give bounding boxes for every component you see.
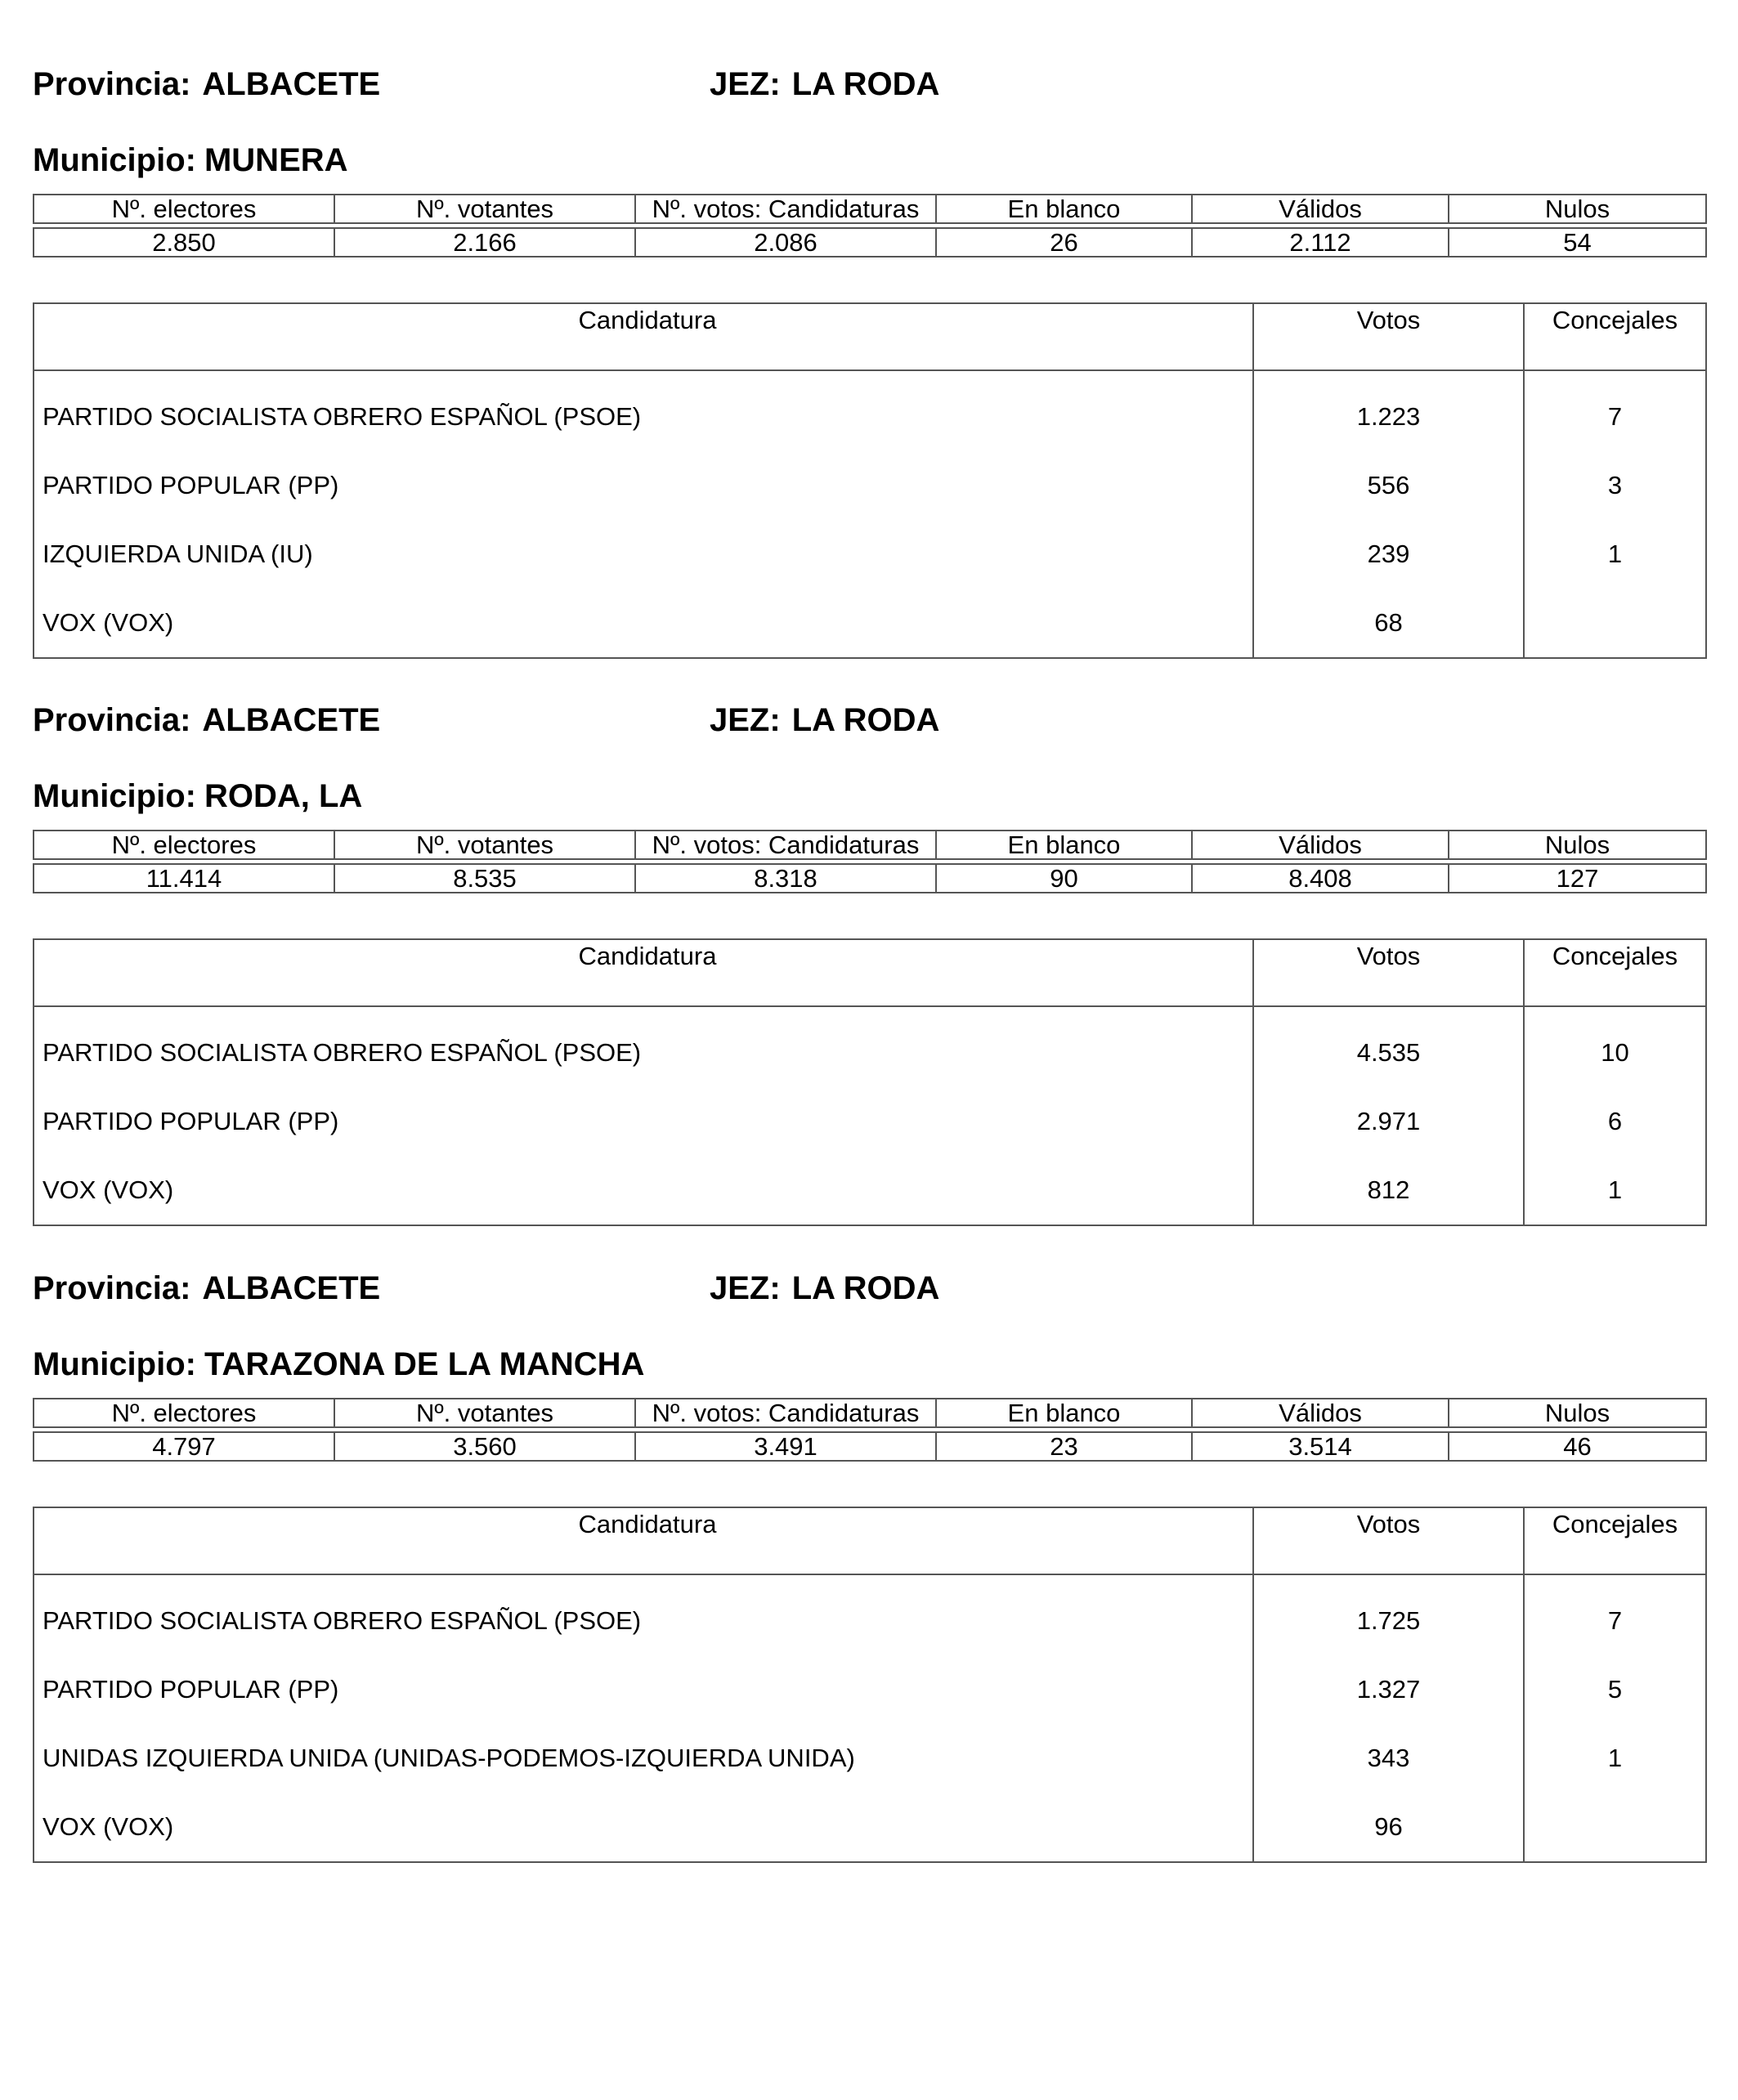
stats-header-cell: Válidos [1192,1399,1449,1427]
candidature-concejales: 3 [1524,451,1706,520]
candidature-name: PARTIDO SOCIALISTA OBRERO ESPAÑOL (PSOE) [43,402,642,431]
candidature-name: UNIDAS IZQUIERDA UNIDA (UNIDAS-PODEMOS-IZQUIERDA UNIDA) [43,1744,855,1772]
candidature-name: VOX (VOX) [43,1175,174,1204]
stats-header-cell: Nulos [1449,1399,1706,1427]
candidatures-table [33,938,1707,1226]
stats-value-cell: 3.491 [635,1432,936,1461]
stats-value-row [34,1432,1706,1461]
candidature-votes: 239 [1253,520,1524,589]
candidature-row [34,1655,1706,1724]
provincia-value: ALBACETE [202,66,381,102]
jez-value: LA RODA [791,66,940,102]
candidature-concejales: 1 [1524,1724,1706,1793]
municipio-label: Municipio: [33,142,196,178]
stats-header-cell: Nº. electores [34,1399,334,1427]
jez-value: LA RODA [791,1270,940,1306]
candidature-row [34,1006,1706,1087]
candidature-concejales: 7 [1524,370,1706,451]
stats-value-cell: 3.514 [1192,1432,1449,1461]
votos-header: Votos [1253,939,1524,1006]
candidature-concejales: 5 [1524,1655,1706,1724]
candidature-row [34,1793,1706,1862]
jez-heading [710,1269,939,1307]
stats-value-cell: 26 [936,228,1192,257]
candidatures-table [33,1507,1707,1863]
votos-header: Votos [1253,1507,1524,1574]
stats-header-row [34,831,1706,859]
stats-header-cell: En blanco [936,831,1192,859]
candidature-votes: 343 [1253,1724,1524,1793]
candidature-row [34,520,1706,589]
candidature-concejales: 6 [1524,1087,1706,1156]
municipio-heading [33,1346,644,1383]
candidature-row [34,370,1706,451]
concejales-header: Concejales [1524,1507,1706,1574]
provincia-heading [33,1269,380,1307]
provincia-label: Provincia: [33,702,191,738]
candidatures-header-row [34,939,1706,1006]
provincia-label: Provincia: [33,1270,191,1306]
candidature-row [34,1574,1706,1655]
stats-value-cell: 2.166 [334,228,635,257]
stats-header-cell: En blanco [936,195,1192,223]
candidature-row [34,1087,1706,1156]
provincia-heading [33,65,380,103]
candidature-name: PARTIDO POPULAR (PP) [43,1107,339,1135]
stats-value-cell: 4.797 [34,1432,334,1461]
municipio-value: TARAZONA DE LA MANCHA [204,1346,645,1382]
stats-header-cell: Nulos [1449,195,1706,223]
stats-header-cell: Nº. votantes [334,195,635,223]
candidature-concejales [1524,1793,1706,1862]
provincia-value: ALBACETE [202,1270,381,1306]
candidature-row [34,589,1706,658]
stats-value-cell: 2.086 [635,228,936,257]
concejales-header: Concejales [1524,939,1706,1006]
provincia-heading [33,701,380,739]
candidature-votes: 2.971 [1253,1087,1524,1156]
municipio-label: Municipio: [33,778,196,814]
stats-value-cell: 23 [936,1432,1192,1461]
stats-header-row [34,195,1706,223]
municipio-value: RODA, LA [204,778,363,814]
candidature-concejales: 10 [1524,1006,1706,1087]
stats-header-cell: Nº. electores [34,195,334,223]
candidature-votes: 68 [1253,589,1524,658]
stats-header-cell: Nº. electores [34,831,334,859]
stats-table [33,1398,1707,1462]
candidature-row [34,451,1706,520]
jez-label: JEZ: [710,66,781,102]
candidature-row [34,1724,1706,1793]
municipio-heading [33,777,362,815]
stats-value-cell: 2.112 [1192,228,1449,257]
stats-value-row [34,864,1706,893]
stats-value-cell: 127 [1449,864,1706,893]
candidature-name: PARTIDO POPULAR (PP) [43,471,339,499]
municipio-value: MUNERA [204,142,348,178]
provincia-label: Provincia: [33,66,191,102]
stats-table [33,194,1707,257]
candidature-concejales: 1 [1524,520,1706,589]
stats-value-cell: 3.560 [334,1432,635,1461]
stats-value-cell: 8.408 [1192,864,1449,893]
candidature-concejales: 1 [1524,1156,1706,1225]
jez-heading [710,701,939,739]
candidature-name: IZQUIERDA UNIDA (IU) [43,540,313,568]
candidature-votes: 1.327 [1253,1655,1524,1724]
candidature-votes: 556 [1253,451,1524,520]
candidature-votes: 96 [1253,1793,1524,1862]
stats-value-cell: 8.318 [635,864,936,893]
stats-value-row [34,228,1706,257]
candidature-name: VOX (VOX) [43,608,174,637]
stats-table [33,830,1707,893]
candidature-votes: 1.725 [1253,1574,1524,1655]
stats-header-cell: Nº. votos: Candidaturas [635,831,936,859]
candidatura-header: Candidatura [34,303,1253,370]
stats-header-cell: Nº. votos: Candidaturas [635,1399,936,1427]
concejales-header: Concejales [1524,303,1706,370]
stats-header-cell: Válidos [1192,195,1449,223]
stats-value-cell: 46 [1449,1432,1706,1461]
candidatura-header: Candidatura [34,939,1253,1006]
stats-header-cell: Nº. votantes [334,831,635,859]
stats-header-cell: Nulos [1449,831,1706,859]
stats-value-cell: 8.535 [334,864,635,893]
stats-value-cell: 2.850 [34,228,334,257]
candidature-name: PARTIDO SOCIALISTA OBRERO ESPAÑOL (PSOE) [43,1606,642,1635]
candidature-votes: 4.535 [1253,1006,1524,1087]
candidatures-header-row [34,1507,1706,1574]
candidature-concejales [1524,589,1706,658]
stats-header-cell: Nº. votos: Candidaturas [635,195,936,223]
stats-header-cell: Válidos [1192,831,1449,859]
candidature-name: VOX (VOX) [43,1812,174,1841]
stats-header-cell: En blanco [936,1399,1192,1427]
candidature-concejales: 7 [1524,1574,1706,1655]
stats-value-cell: 11.414 [34,864,334,893]
jez-label: JEZ: [710,702,781,738]
jez-label: JEZ: [710,1270,781,1306]
stats-value-cell: 54 [1449,228,1706,257]
provincia-value: ALBACETE [202,702,381,738]
municipio-heading [33,141,348,179]
candidature-row [34,1156,1706,1225]
stats-header-cell: Nº. votantes [334,1399,635,1427]
candidatura-header: Candidatura [34,1507,1253,1574]
votos-header: Votos [1253,303,1524,370]
jez-value: LA RODA [791,702,940,738]
stats-value-cell: 90 [936,864,1192,893]
candidature-name: PARTIDO SOCIALISTA OBRERO ESPAÑOL (PSOE) [43,1038,642,1067]
candidature-name: PARTIDO POPULAR (PP) [43,1675,339,1704]
candidatures-table [33,302,1707,659]
candidature-votes: 1.223 [1253,370,1524,451]
stats-header-row [34,1399,1706,1427]
jez-heading [710,65,939,103]
candidatures-header-row [34,303,1706,370]
municipio-label: Municipio: [33,1346,196,1382]
candidature-votes: 812 [1253,1156,1524,1225]
